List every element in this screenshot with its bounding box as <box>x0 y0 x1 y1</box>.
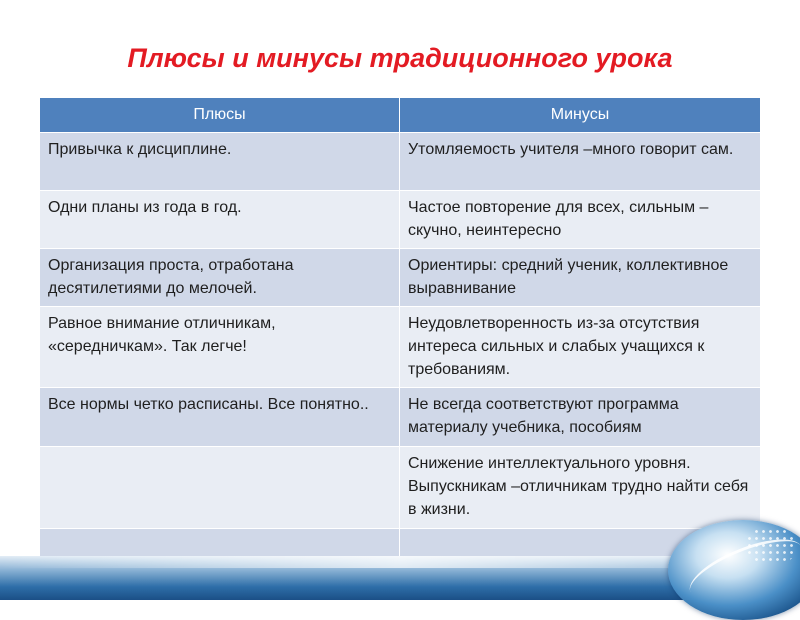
slide-title: Плюсы и минусы традиционного урока <box>127 43 673 73</box>
table-row <box>40 388 761 447</box>
table-row <box>40 133 761 191</box>
cons-cell: Утомляемость учителя –много говорит сам. <box>400 133 761 191</box>
pros-cell: Одни планы из года в год. <box>40 191 400 249</box>
pros-cell: Привычка к дисциплине. <box>40 133 400 191</box>
cons-cell: Снижение интеллектуального уровня. Выпускникам –отличникам трудно найти себя в жизни. <box>400 447 761 529</box>
header-pros: Плюсы <box>40 98 400 133</box>
cons-cell: Ориентиры: средний ученик, коллективное выравнивание <box>400 249 761 307</box>
globe-icon <box>668 520 800 620</box>
table-row <box>40 249 761 307</box>
pros-cell: Все нормы четко расписаны. Все понятно.. <box>40 388 400 447</box>
pros-cell <box>40 447 400 529</box>
cons-cell: Не всегда соответствуют программа материалу учебника, пособиям <box>400 388 761 447</box>
pros-cell: Организация проста, отработана десятилетиями до мелочей. <box>40 249 400 307</box>
table-row <box>40 191 761 249</box>
header-cons: Минусы <box>400 98 761 133</box>
pros-cell: Равное внимание отличникам, «середничкам». Так легче! <box>40 307 400 388</box>
cons-cell: Неудовлетворенность из-за отсутствия интереса сильных и слабых учащихся к требованиям. <box>400 307 761 388</box>
globe-dots <box>746 528 796 564</box>
table-header-row <box>40 98 761 133</box>
pros-cons-table <box>39 97 761 563</box>
table-row <box>40 447 761 529</box>
table-row <box>40 307 761 388</box>
cons-cell: Частое повторение для всех, сильным – скучно, неинтересно <box>400 191 761 249</box>
